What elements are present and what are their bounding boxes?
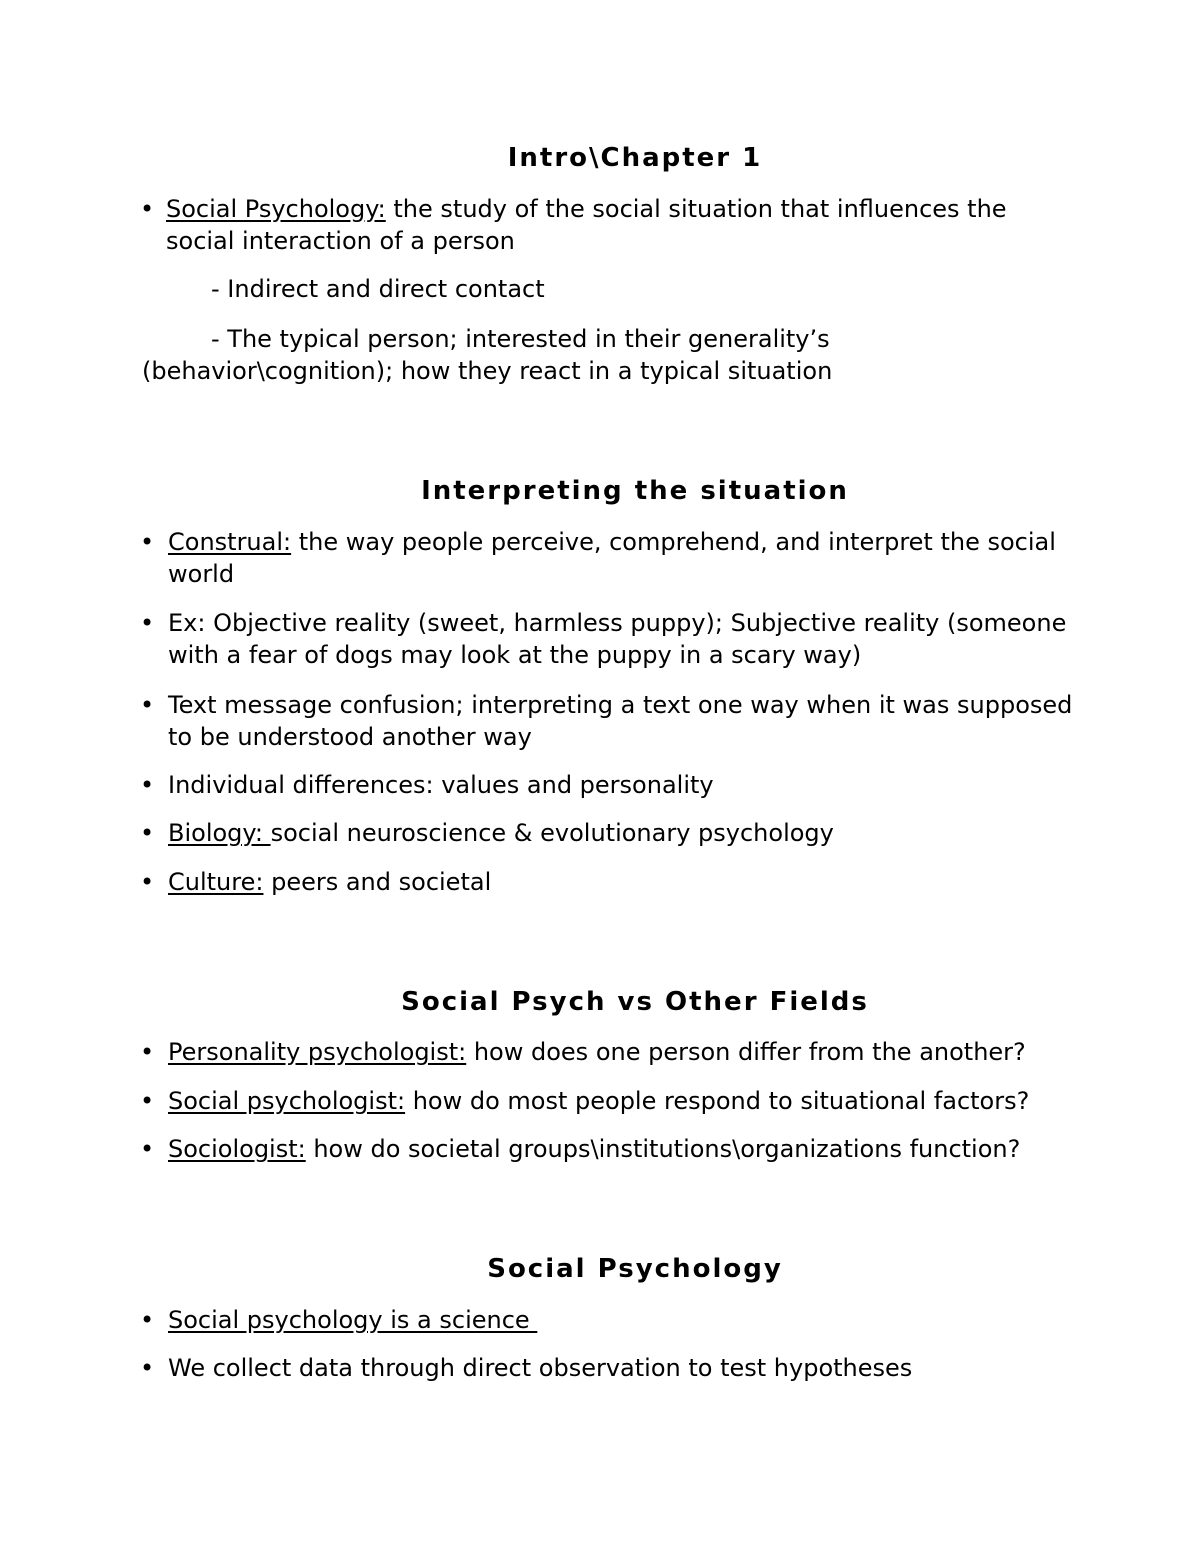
term: Sociologist: [168,1135,306,1163]
bullet: • [140,1354,155,1382]
definition: how do societal groups\institutions\organizations function? [305,1135,1021,1163]
list-item [168,817,834,849]
list-item-continuation: to be understood another way [168,723,532,751]
section-heading-interpreting: Interpreting the situation [421,476,849,506]
section-heading-social-psychology: Social Psychology [487,1254,783,1284]
section-heading-intro: Intro\Chapter 1 [507,143,763,173]
list-item-continuation: social interaction of a person [166,227,515,255]
definition: social neuroscience & evolutionary psychology [270,819,834,847]
bullet: • [140,868,155,896]
subpoint: - Indirect and direct contact [211,275,545,303]
bullet: • [140,1038,155,1066]
definition: peers and societal [263,868,492,896]
list-item [166,193,1007,225]
list-item [168,1036,1026,1068]
list-item-continuation: world [168,560,235,588]
bullet: • [140,1306,155,1334]
bullet: • [140,528,155,556]
subpoint-continuation: (behavior\cognition); how they react in a typical situation [142,357,833,385]
bullet: • [140,195,155,223]
definition: the study of the social situation that influences the [385,195,1007,223]
bullet: • [140,691,155,719]
list-item-continuation: with a fear of dogs may look at the puppy in a scary way) [168,641,862,669]
bullet: • [140,771,155,799]
definition: how does one person differ from the another? [466,1038,1026,1066]
term: Social psychologist: [168,1087,406,1115]
list-item: We collect data through direct observation to test hypotheses [168,1354,913,1382]
list-item [168,1133,1020,1165]
definition: how do most people respond to situational factors? [405,1087,1030,1115]
bullet: • [140,819,155,847]
definition: the way people perceive, comprehend, and interpret the social [291,528,1056,556]
term: Personality psychologist: [168,1038,467,1066]
bullet: • [140,609,155,637]
subpoint: - The typical person; interested in their generality’s [211,325,830,353]
section-heading-other-fields: Social Psych vs Other Fields [401,987,869,1017]
term: Culture: [168,868,264,896]
list-item [168,1085,1029,1117]
list-item: Individual differences: values and personality [168,771,714,799]
term: Social psychology is a science [168,1306,538,1334]
term: Biology: [168,819,271,847]
bullet: • [140,1135,155,1163]
list-item [168,1304,537,1336]
bullet: • [140,1087,155,1115]
term: Construal: [168,528,292,556]
list-item: Ex: Objective reality (sweet, harmless puppy); Subjective reality (someone [168,609,1067,637]
term: Social Psychology: [166,195,386,223]
list-item [168,866,491,898]
list-item: Text message confusion; interpreting a text one way when it was supposed [168,691,1073,719]
list-item [168,526,1056,558]
